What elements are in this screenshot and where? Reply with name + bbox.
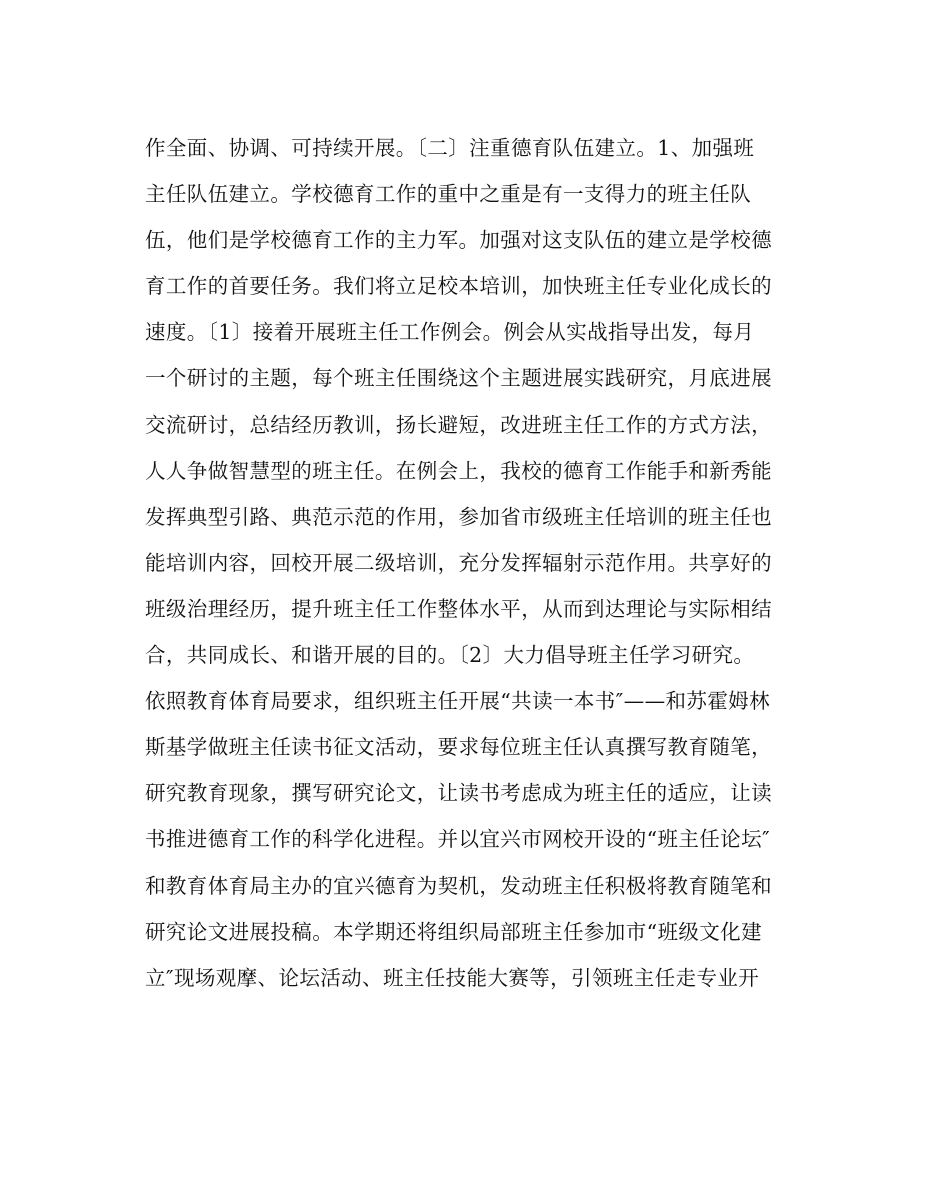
text-line: 育工作的首要任务。我们将立足校本培训，加快班主任专业化成长的 [145, 274, 772, 299]
text-line: 伍，他们是学校德育工作的主力军。加强对这支队伍的建立是学校德 [145, 228, 772, 253]
text-line: 班级治理经历，提升班主任工作整体水平，从而到达理论与实际相结 [145, 596, 772, 621]
text-line: 和教育体育局主办的宜兴德育为契机，发动班主任积极将教育随笔和 [145, 873, 772, 898]
text-line: 研究论文进展投稿。本学期还将组织局部班主任参加市“班级文化建 [145, 919, 762, 944]
text-line: 一个研讨的主题，每个班主任围绕这个主题进展实践研究，月底进展 [145, 366, 772, 391]
text-line: 能培训内容，回校开展二级培训，充分发挥辐射示范作用。共享好的 [145, 550, 772, 575]
text-line: 速度。〔1〕接着开展班主任工作例会。例会从实战指导出发，每月 [145, 320, 755, 345]
text-line: 交流研讨，总结经历教训，扬长避短，改进班主任工作的方式方法， [145, 412, 772, 437]
text-line: 依照教育体育局要求，组织班主任开展“共读一本书″——和苏霍姆林 [145, 689, 771, 714]
text-line: 斯基学做班主任读书征文活动，要求每位班主任认真撰写教育随笔， [145, 735, 772, 760]
text-line: 主任队伍建立。学校德育工作的重中之重是有一支得力的班主任队 [145, 182, 752, 207]
body-text [145, 125, 815, 1001]
text-line: 作全面、协调、可持续开展。〔二〕注重德育队伍建立。1、加强班 [145, 136, 755, 160]
text-line: 发挥典型引路、典范示范的作用，参加省市级班主任培训的班主任也 [145, 504, 772, 529]
text-line: 书推进德育工作的科学化进程。并以宜兴市网校开设的“班主任论坛″ [145, 827, 771, 852]
text-line: 立″现场观摩、论坛活动、班主任技能大赛等，引领班主任走专业开 [145, 965, 760, 990]
text-line: 合，共同成长、和谐开展的目的。〔2〕大力倡导班主任学习研究。 [145, 643, 755, 668]
text-line: 人人争做智慧型的班主任。在例会上，我校的德育工作能手和新秀能 [145, 458, 772, 483]
text-line: 研究教育现象，撰写研究论文，让读书考虑成为班主任的适应，让读 [145, 781, 772, 806]
